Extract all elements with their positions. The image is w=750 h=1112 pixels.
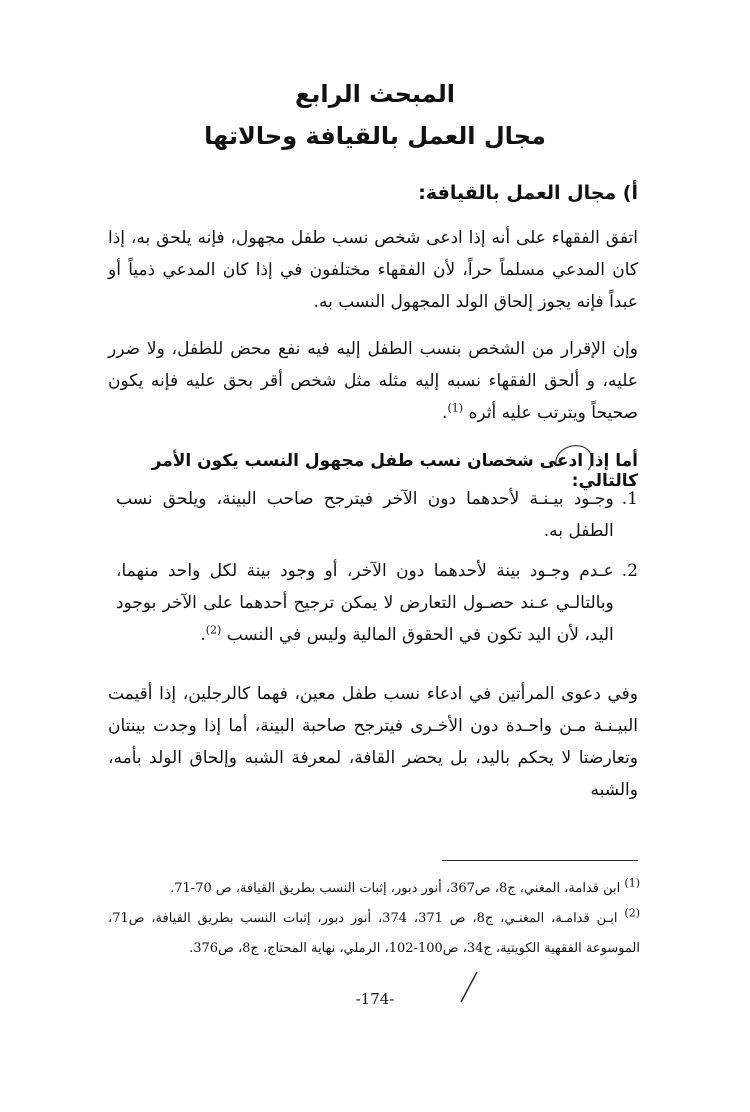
footnote-ref-1: (1)	[447, 401, 464, 415]
footnote-mark: (1)	[624, 876, 640, 890]
list-item-end: .	[200, 625, 206, 645]
paragraph-1: اتفق الفقهاء على أنه إذا ادعى شخص نسب طفل مجهول، فإنه يلحق به، إذا كان المدعي مسلماً حراً، لأن الفقهاء مختلفون في إذا كان المدعي ذمياً أو عبداً فإنه يجوز إلحاق الولد المجهول النسب به.	[108, 228, 638, 312]
chapter-title: المبحث الرابع	[295, 80, 455, 108]
pen-stroke-mark	[455, 968, 485, 1008]
list-item-number: 1.	[621, 489, 638, 509]
list-item-text-wrap	[116, 555, 614, 651]
claimants-heading: أما إذا ادعى شخصان نسب طفل مجهول النسب يكون الأمر كالتالي:	[151, 451, 638, 491]
list-item	[116, 555, 638, 651]
footnote-separator	[442, 860, 638, 861]
paragraph-3: وفي دعوى المرأتين في ادعاء نسب طفل معين، فهما كالرجلين، إذا أقيمت البيـنـة مـن واحـدة دون الأخـرى فيترجح صاحبة البينة، أما إذا وجدت بينتان وتعارضتا لا يحكم باليد، بل يحضر القافة، لمعرفة الشبه وإلحاق الولد بأمه، والشبه	[108, 684, 638, 800]
footnote	[108, 904, 640, 964]
footnote-mark: (2)	[624, 906, 641, 920]
list-item-text: عـدم وجـود بينة لأحدهما دون الآخر، أو وجود بينة لكل واحد منهما، وبالتالـي عـند حصـول التعارض لا يمكن ترجيح أحدهما على الآخر بوجود اليد، لأن اليد تكون في الحقوق المالية وليس في النسب	[116, 561, 614, 645]
footnote-ref-2: (2)	[205, 623, 222, 637]
chapter-subtitle: مجال العمل بالقيافة وحالاتها	[204, 122, 546, 150]
footnote-text: ابن قدامة، المغني، ج8، ص367، أنور دبور، إثبات النسب بطريق القيافة، ص 70-71.	[170, 881, 621, 896]
footnote-text: ابـن قدامـة، المغنـي، ج8، ص 371، 374، أنور دبور، إثبات النسب بطريق القيافة، ص71، الموسوعة الفقهية الكويتية، ج34، ص100-102، الرملي، نهاية المحتاج، ج8، ص376.	[108, 911, 640, 956]
paragraph-2-end: .	[442, 403, 448, 423]
list-item-text: وجـود بيـنـة لأحدهما دون الآخر فيترجح صاحب البينة، ويلحق نسب الطفل به.	[116, 489, 614, 541]
list-item-number: 2.	[621, 561, 638, 581]
paragraph-2	[108, 333, 638, 429]
paragraph-2-text: وإن الإقرار من الشخص بنسب الطفل إليه فيه نفع محض للطفل، ولا ضرر عليه، و ألحق الفقهاء نسبه إليه مثله مثل شخص أقر بحق عليه فإنه يكون صحيحاً ويترتب عليه أثره	[108, 339, 638, 423]
footnote	[108, 874, 640, 904]
page-number: -174-	[355, 990, 395, 1008]
list-item	[116, 483, 638, 547]
section-heading: أ) مجال العمل بالقيافة:	[418, 182, 638, 204]
